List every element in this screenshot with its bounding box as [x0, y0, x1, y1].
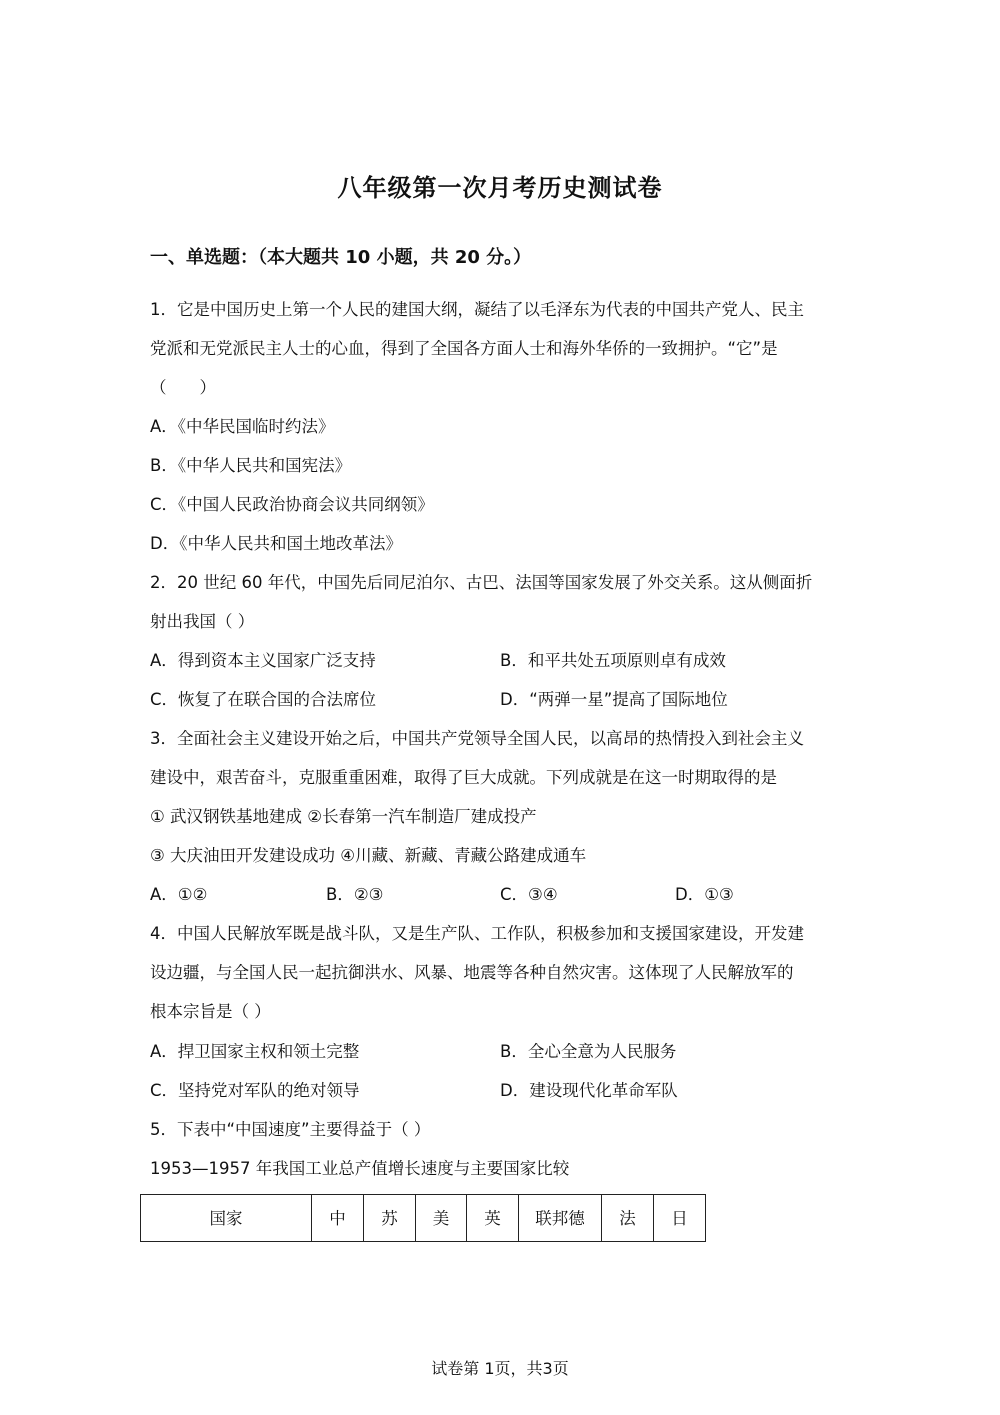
table-cell: 英	[467, 1195, 519, 1242]
table-cell: 美	[416, 1195, 467, 1242]
q3-option-c: C．③④	[500, 885, 558, 904]
q1-option-c: C．《中国人民政治协商会议共同纲领》	[150, 495, 434, 514]
q4-stem-line1: 4．中国人民解放军既是战斗队，又是生产队、工作队，积极参加和支援国家建设，开发建	[150, 924, 804, 943]
q2-stem-line1: 2．20 世纪 60 年代，中国先后同尼泊尔、古巴、法国等国家发展了外交关系。这从侧面折	[150, 573, 813, 592]
q2-option-a: A．得到资本主义国家广泛支持	[150, 651, 376, 670]
q3-item-line2: ③ 大庆油田开发建设成功 ④川藏、新藏、青藏公路建成通车	[150, 846, 587, 865]
table-header-row	[141, 1195, 706, 1242]
table-cell: 法	[602, 1195, 654, 1242]
q1-stem-line2: 党派和无党派民主人士的心血，得到了全国各方面人士和海外华侨的一致拥护。“它”是	[150, 339, 778, 358]
q4-option-c: C．坚持党对军队的绝对领导	[150, 1081, 360, 1100]
q1-option-d: D．《中华人民共和国土地改革法》	[150, 534, 402, 553]
table-cell: 苏	[364, 1195, 416, 1242]
table-cell: 日	[654, 1195, 706, 1242]
q3-option-d: D．①③	[675, 885, 734, 904]
q3-stem-line1: 3．全面社会主义建设开始之后，中国共产党领导全国人民，以高昂的热情投入到社会主义	[150, 729, 804, 748]
q1-stem-line3: （ ）	[150, 378, 216, 397]
section-heading: 一、单选题：（本大题共 10 小题，共 20 分。）	[150, 247, 532, 268]
q5-stem-line1: 5．下表中“中国速度”主要得益于（ ）	[150, 1120, 431, 1139]
table-cell: 国家	[141, 1195, 312, 1242]
q2-stem-line2: 射出我国（ ）	[150, 612, 255, 631]
q1-option-a: A．《中华民国临时约法》	[150, 417, 335, 436]
q5-table-caption: 1953—1957 年我国工业总产值增长速度与主要国家比较	[150, 1159, 570, 1178]
q4-stem-line3: 根本宗旨是（ ）	[150, 1002, 271, 1021]
q1-stem-line1: 1．它是中国历史上第一个人民的建国大纲，凝结了以毛泽东为代表的中国共产党人、民主	[150, 300, 804, 319]
q1-option-b: B．《中华人民共和国宪法》	[150, 456, 352, 475]
q4-option-a: A．捍卫国家主权和领土完整	[150, 1042, 360, 1061]
q3-option-a: A．①②	[150, 885, 208, 904]
q3-option-b: B．②③	[326, 885, 384, 904]
page-title: 八年级第一次月考历史测试卷	[337, 174, 663, 202]
q2-option-b: B．和平共处五项原则卓有成效	[500, 651, 726, 670]
page-footer: 试卷第 1页，共3页	[431, 1359, 569, 1378]
q2-option-c: C．恢复了在联合国的合法席位	[150, 690, 377, 709]
q4-option-d: D．建设现代化革命军队	[500, 1081, 678, 1100]
table-cell: 联邦德	[519, 1195, 602, 1242]
growth-comparison-table	[140, 1194, 706, 1242]
q4-stem-line2: 设边疆，与全国人民一起抗御洪水、风暴、地震等各种自然灾害。这体现了人民解放军的	[150, 963, 794, 982]
q3-stem-line2: 建设中，艰苦奋斗，克服重重困难，取得了巨大成就。下列成就是在这一时期取得的是	[150, 768, 777, 787]
q3-item-line1: ① 武汉钢铁基地建成 ②长春第一汽车制造厂建成投产	[150, 807, 537, 826]
table-cell: 中	[312, 1195, 364, 1242]
q2-option-d: D．“两弹一星”提高了国际地位	[500, 690, 728, 709]
q4-option-b: B．全心全意为人民服务	[500, 1042, 677, 1061]
